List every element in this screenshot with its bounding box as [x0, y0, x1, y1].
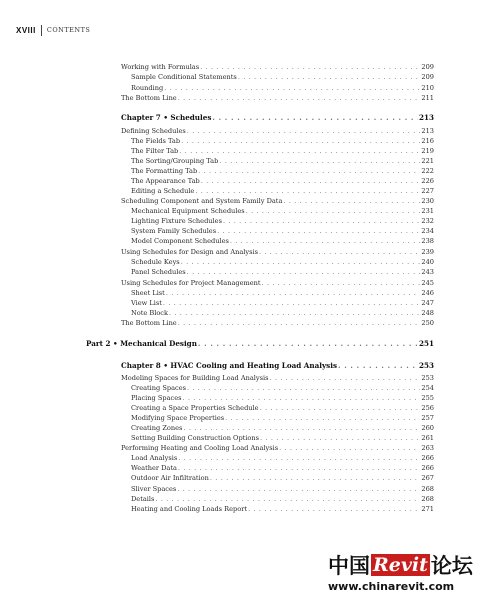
toc-entry[interactable]: The Bottom Line . . . 250: [121, 318, 434, 328]
toc-entry[interactable]: Outdoor Air Infiltration . . . 267: [131, 473, 434, 483]
toc-entry[interactable]: The Formatting Tab . . . 222: [131, 166, 434, 176]
toc-entry[interactable]: Modeling Spaces for Building Load Analysis . . . 253: [121, 373, 434, 383]
toc-entry[interactable]: Details . . . 268: [131, 494, 434, 504]
toc-entry[interactable]: Heating and Cooling Loads Report . . . 271: [131, 504, 434, 514]
toc-chapter-heading[interactable]: Chapter 8 • HVAC Cooling and Heating Load Analysis . . . 253: [121, 361, 434, 371]
toc-entry[interactable]: Rounding . . . 210: [131, 83, 434, 93]
watermark-logo: [328, 552, 473, 598]
toc-entry[interactable]: Creating Zones . . . 260: [131, 423, 434, 433]
toc-chapter-heading[interactable]: Chapter 7 • Schedules . . . 213: [121, 113, 434, 123]
page-number: XVIII: [16, 25, 36, 35]
toc-entry[interactable]: Sample Conditional Statements . . . 209: [131, 72, 434, 82]
toc-entry[interactable]: Model Component Schedules . . . 238: [131, 236, 434, 246]
toc-entry[interactable]: The Appearance Tab . . . 226: [131, 176, 434, 186]
toc-entry[interactable]: The Sorting/Grouping Tab . . . 221: [131, 156, 434, 166]
toc-entry[interactable]: Creating a Space Properties Schedule . . . 256: [131, 403, 434, 413]
toc-entry[interactable]: Sheet List . . . 246: [131, 288, 434, 298]
toc-entry[interactable]: Using Schedules for Design and Analysis . . . 239: [121, 247, 434, 257]
toc-entry[interactable]: Note Block . . . 248: [131, 308, 434, 318]
toc-entry[interactable]: Mechanical Equipment Schedules . . . 231: [131, 206, 434, 216]
toc-entry[interactable]: Defining Schedules . . . 213: [121, 126, 434, 136]
watermark-brand: Revit: [373, 554, 428, 576]
watermark-cn-left: 中国: [328, 554, 370, 578]
toc-entry[interactable]: Working with Formulas . . . 209: [121, 62, 434, 72]
watermark-url: www.chinarevit.com: [328, 580, 455, 593]
toc-entry[interactable]: Weather Data . . . 266: [131, 463, 434, 473]
toc-entry[interactable]: Placing Spaces . . . 255: [131, 393, 434, 403]
toc-entry[interactable]: Using Schedules for Project Management . . . 245: [121, 278, 434, 288]
toc-entry[interactable]: Scheduling Component and System Family Data . . . 230: [121, 196, 434, 206]
toc-entry[interactable]: Setting Building Construction Options . . . 261: [131, 433, 434, 443]
toc-entry[interactable]: The Fields Tab . . . 216: [131, 136, 434, 146]
watermark-cn-right: 论坛: [430, 554, 473, 578]
toc-entry[interactable]: Lighting Fixture Schedules . . . 232: [131, 216, 434, 226]
section-title: CONTENTS: [46, 26, 91, 34]
toc-entry[interactable]: Schedule Keys . . . 240: [131, 257, 434, 267]
toc-entry[interactable]: Creating Spaces . . . 254: [131, 383, 434, 393]
toc-entry[interactable]: View List . . . 247: [131, 298, 434, 308]
toc-part-heading[interactable]: Part 2 • Mechanical Design . . . 251: [86, 339, 434, 349]
toc-entry[interactable]: The Filter Tab . . . 219: [131, 146, 434, 156]
toc-entry[interactable]: Load Analysis . . . 266: [131, 453, 434, 463]
toc-entry[interactable]: Modifying Space Properties . . . 257: [131, 413, 434, 423]
toc-entry[interactable]: Editing a Schedule . . . 227: [131, 186, 434, 196]
toc-entry[interactable]: Performing Heating and Cooling Load Analysis . . . 263: [121, 443, 434, 453]
toc-entry[interactable]: Sliver Spaces . . . 268: [131, 484, 434, 494]
toc-entry[interactable]: Panel Schedules . . . 243: [131, 267, 434, 277]
toc-entry[interactable]: The Bottom Line . . . 211: [121, 93, 434, 103]
toc-entry[interactable]: System Family Schedules . . . 234: [131, 226, 434, 236]
